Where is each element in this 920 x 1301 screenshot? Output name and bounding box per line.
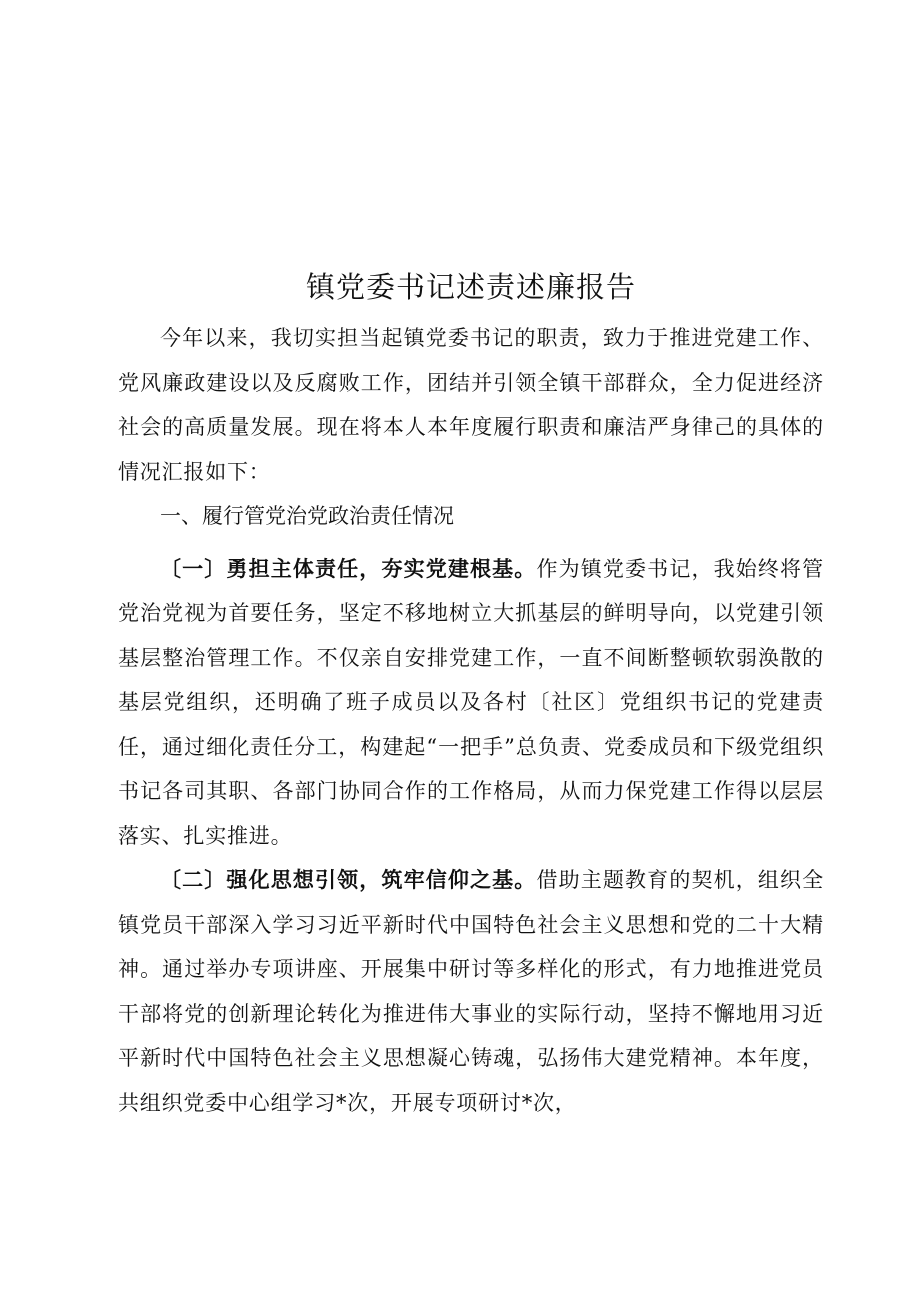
subsection-body-2: 借助主题教育的契机，组织全镇党员干部深入学习习近平新时代中国特色社会主义思想和党的二十大精神。通过举办专项讲座、开展集中研讨等多样化的形式，有力地推进党员干部将党的创新理论转化为推进伟大事业的实际行动，坚持不懈地用习近平新时代中国特色社会主义思想凝心铸魂，弘扬伟大建党精神。本年度，共组织党委中心组学习*次，开展专项研讨*次， [118,868,824,1115]
document-title: 镇党委书记述责述廉报告 [305,270,636,304]
subsection-heading-1: 〔一〕勇担主体责任，夯实党建根基。 [160,555,537,581]
subsection-heading-2: 〔二〕强化思想引领，筑牢信仰之基。 [160,867,537,892]
subsection-paragraph-1 [118,547,824,859]
subsection-paragraph-2 [118,858,824,1125]
document-page [118,262,824,1125]
section-heading-1: 一、履行管党治党政治责任情况 [160,504,454,528]
subsection-body-1: 作为镇党委书记，我始终将管党治党视为首要任务，坚定不移地树立大抓基层的鲜明导向，以党建引领基层整治管理工作。不仅亲自安排党建工作，一直不间断整顿软弱涣散的基层党组织，还明确了班子成员以及各村〔社区〕党组织书记的党建责任，通过细化责任分工，构建起“一把手”总负责、党委成员和下级党组织书记各司其职、各部门协同合作的工作格局，从而力保党建工作得以层层落实、扎实推进。 [118,556,824,848]
intro-paragraph: 今年以来，我切实担当起镇党委书记的职责，致力于推进党建工作、党风廉政建设以及反腐败工作，团结并引领全镇干部群众，全力促进经济社会的高质量发展。现在将本人本年度履行职责和廉洁严身律己的具体的情况汇报如下： [118,326,824,484]
